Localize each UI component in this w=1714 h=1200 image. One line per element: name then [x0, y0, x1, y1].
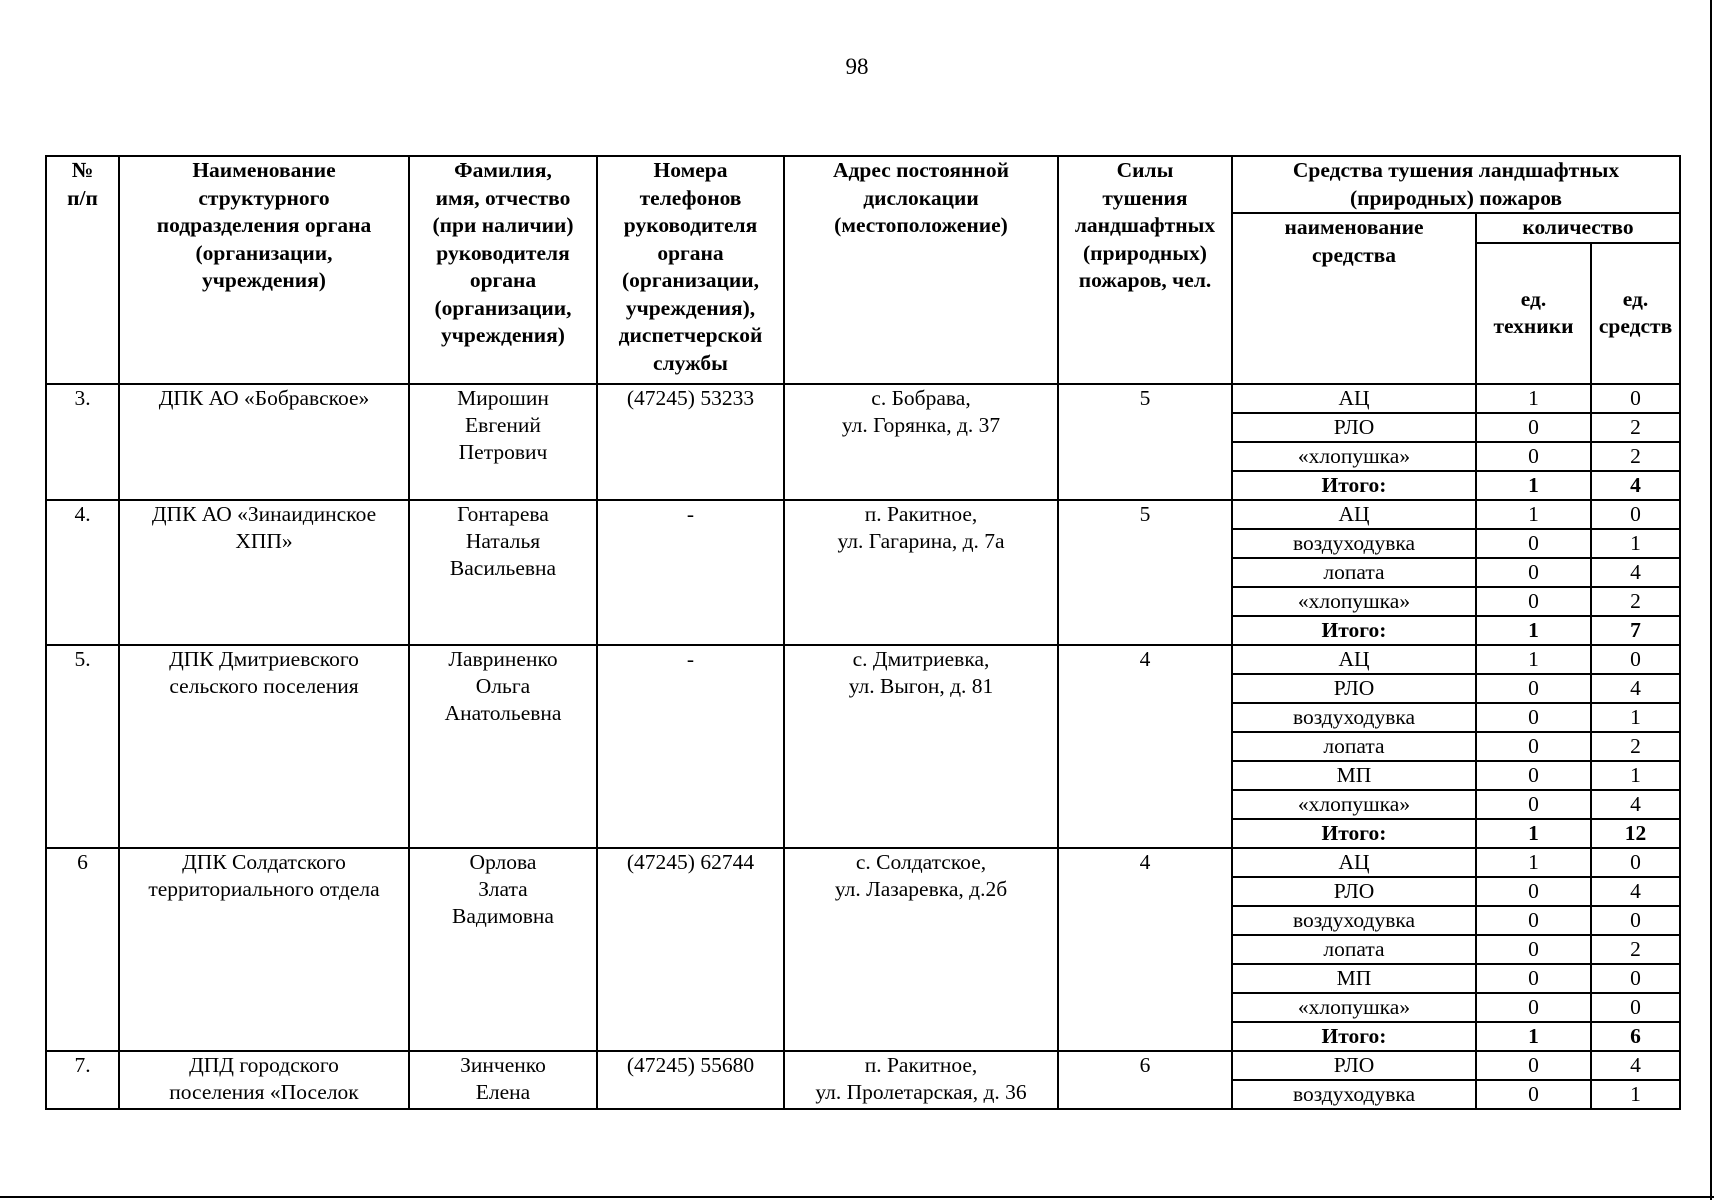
- cell-units-means: 0: [1591, 964, 1680, 993]
- cell-unit-name: [119, 1051, 409, 1109]
- cell-forces: 5: [1058, 384, 1232, 500]
- cell-units-means: 0: [1591, 993, 1680, 1022]
- cell-means-name: АЦ: [1232, 384, 1476, 413]
- cell-line: поселения «Поселок: [169, 1079, 359, 1104]
- cell-units-tech: 0: [1476, 761, 1591, 790]
- header-line: Наименование: [192, 158, 336, 182]
- header-phones: [597, 156, 784, 384]
- header-line: ед.: [1622, 286, 1649, 311]
- cell-num: 4.: [46, 500, 119, 645]
- cell-units-tech: 0: [1476, 906, 1591, 935]
- cell-units-means: 12: [1591, 819, 1680, 848]
- header-line: органа: [657, 240, 724, 265]
- cell-units-tech: 1: [1476, 616, 1591, 645]
- cell-address: [784, 848, 1058, 1051]
- cell-units-tech: 0: [1476, 703, 1591, 732]
- header-line: учреждения),: [625, 295, 756, 320]
- header-line: (при наличии): [432, 213, 574, 237]
- cell-units-tech: 0: [1476, 1051, 1591, 1080]
- cell-unit-name: [119, 848, 409, 1051]
- cell-address: [784, 384, 1058, 500]
- cell-means-name: лопата: [1232, 558, 1476, 587]
- header-line: учреждения): [441, 323, 565, 347]
- cell-address: [784, 1051, 1058, 1109]
- header-means-name: [1232, 213, 1476, 384]
- header-line: телефонов: [639, 185, 742, 210]
- header-line: Силы: [1116, 158, 1174, 182]
- cell-means-total-label: Итого:: [1232, 1022, 1476, 1051]
- cell-means-name: «хлопушка»: [1232, 790, 1476, 819]
- header-line: ед.: [1520, 286, 1547, 311]
- cell-line: п. Ракитное,: [864, 501, 978, 526]
- cell-units-means: 2: [1591, 413, 1680, 442]
- cell-address: [784, 500, 1058, 645]
- header-forces: [1058, 156, 1232, 384]
- cell-units-means: 2: [1591, 442, 1680, 471]
- cell-units-means: 4: [1591, 790, 1680, 819]
- header-line: службы: [653, 350, 728, 375]
- table-row: [46, 848, 1680, 877]
- header-units-tech: [1476, 243, 1591, 384]
- cell-means-name: воздуходувка: [1232, 906, 1476, 935]
- header-line: (организации,: [621, 268, 760, 292]
- cell-units-means: 4: [1591, 471, 1680, 500]
- cell-means-name: АЦ: [1232, 500, 1476, 529]
- cell-line: Наталья: [465, 528, 541, 553]
- table-header: [46, 156, 1680, 384]
- cell-units-tech: 0: [1476, 993, 1591, 1022]
- header-line: п/п: [67, 185, 98, 210]
- cell-means-name: МП: [1232, 761, 1476, 790]
- cell-line: с. Бобрава,: [871, 385, 971, 410]
- cell-line: ХПП»: [235, 528, 293, 553]
- cell-units-means: 6: [1591, 1022, 1680, 1051]
- cell-line: Мирошин: [457, 385, 549, 410]
- cell-forces: 5: [1058, 500, 1232, 645]
- header-line: подразделения органа: [156, 213, 372, 237]
- cell-means-name: воздуходувка: [1232, 529, 1476, 558]
- header-line: тушения: [1102, 185, 1188, 210]
- cell-line: Вадимовна: [452, 903, 554, 928]
- cell-units-means: 1: [1591, 529, 1680, 558]
- cell-means-total-label: Итого:: [1232, 471, 1476, 500]
- cell-units-means: 0: [1591, 906, 1680, 935]
- table-row: [46, 645, 1680, 674]
- cell-means-name: воздуходувка: [1232, 1080, 1476, 1109]
- cell-units-tech: 0: [1476, 413, 1591, 442]
- cell-units-tech: 1: [1476, 471, 1591, 500]
- header-head-fio: [409, 156, 597, 384]
- cell-num: 7.: [46, 1051, 119, 1109]
- cell-num: 5.: [46, 645, 119, 848]
- cell-units-means: 0: [1591, 384, 1680, 413]
- cell-line: п. Ракитное,: [864, 1052, 978, 1077]
- cell-units-tech: 0: [1476, 935, 1591, 964]
- cell-address: [784, 645, 1058, 848]
- cell-units-means: 4: [1591, 1051, 1680, 1080]
- header-line: (природных) пожаров: [1349, 185, 1563, 210]
- cell-line: ул. Горянка, д. 37: [841, 412, 1001, 437]
- header-num: [46, 156, 119, 384]
- cell-unit-name: [119, 500, 409, 645]
- cell-line: ДПК Дмитриевского: [169, 646, 359, 671]
- cell-forces: 6: [1058, 1051, 1232, 1109]
- cell-line: ул. Выгон, д. 81: [848, 673, 994, 698]
- cell-line: ул. Гагарина, д. 7а: [837, 528, 1005, 553]
- cell-line: ДПК Солдатского: [182, 849, 346, 874]
- cell-units-means: 1: [1591, 703, 1680, 732]
- header-row: [46, 156, 1680, 213]
- cell-line: Гонтарева: [457, 501, 549, 526]
- cell-line: с. Солдатское,: [855, 849, 987, 874]
- cell-head-fio: [409, 848, 597, 1051]
- cell-units-means: 2: [1591, 732, 1680, 761]
- cell-units-tech: 0: [1476, 442, 1591, 471]
- header-line: Номера: [653, 158, 728, 182]
- cell-num: 3.: [46, 384, 119, 500]
- header-address: [784, 156, 1058, 384]
- cell-means-name: РЛО: [1232, 1051, 1476, 1080]
- cell-means-name: МП: [1232, 964, 1476, 993]
- page-number: 98: [845, 54, 869, 79]
- cell-means-name: «хлопушка»: [1232, 993, 1476, 1022]
- cell-units-tech: 0: [1476, 964, 1591, 993]
- header-line: Фамилия,: [454, 158, 552, 182]
- cell-units-tech: 1: [1476, 819, 1591, 848]
- cell-means-name: РЛО: [1232, 674, 1476, 703]
- cell-units-means: 4: [1591, 674, 1680, 703]
- cell-means-name: лопата: [1232, 935, 1476, 964]
- header-line: средств: [1598, 314, 1673, 338]
- header-line: дислокации: [863, 185, 979, 210]
- cell-line: Лавриненко: [448, 646, 558, 671]
- header-units-means: [1591, 243, 1680, 384]
- cell-units-tech: 0: [1476, 558, 1591, 587]
- cell-means-name: РЛО: [1232, 877, 1476, 906]
- cell-phones: (47245) 53233: [597, 384, 784, 500]
- header-line: (организации,: [195, 240, 333, 265]
- cell-line: Зинченко: [460, 1052, 546, 1077]
- cell-line: Злата: [478, 876, 528, 901]
- cell-line: Евгений: [465, 412, 541, 437]
- cell-units-means: 2: [1591, 587, 1680, 616]
- header-line: имя, отчество: [435, 185, 571, 210]
- header-quantity: количество: [1476, 213, 1680, 243]
- header-line: диспетчерской: [618, 323, 763, 347]
- header-line: руководителя: [623, 213, 758, 237]
- cell-units-tech: 1: [1476, 645, 1591, 674]
- cell-line: ул. Лазаревка, д.2б: [834, 876, 1008, 901]
- cell-units-means: 2: [1591, 935, 1680, 964]
- header-line: структурного: [198, 185, 330, 210]
- cell-units-tech: 1: [1476, 848, 1591, 877]
- cell-line: Елена: [475, 1079, 531, 1104]
- header-line: №: [71, 158, 94, 182]
- cell-units-means: 0: [1591, 645, 1680, 674]
- cell-units-tech: 0: [1476, 732, 1591, 761]
- cell-units-tech: 0: [1476, 790, 1591, 819]
- cell-line: территориального отдела: [148, 876, 380, 901]
- cell-units-tech: 0: [1476, 529, 1591, 558]
- cell-line: ул. Пролетарская, д. 36: [815, 1079, 1027, 1104]
- cell-line: Петрович: [458, 439, 548, 464]
- header-line: техники: [1493, 314, 1574, 338]
- header-line: учреждения): [202, 268, 326, 292]
- header-line: Средства тушения ландшафтных: [1292, 158, 1620, 182]
- cell-units-means: 7: [1591, 616, 1680, 645]
- cell-line: Ольга: [475, 673, 531, 698]
- cell-line: Анатольевна: [444, 700, 562, 725]
- cell-phones: (47245) 55680: [597, 1051, 784, 1109]
- cell-line: ДПД городского: [189, 1052, 339, 1077]
- header-line: (организации,: [434, 295, 572, 320]
- cell-units-means: 4: [1591, 877, 1680, 906]
- cell-units-tech: 0: [1476, 1080, 1591, 1109]
- cell-means-name: воздуходувка: [1232, 703, 1476, 732]
- header-line: пожаров, чел.: [1078, 268, 1212, 292]
- cell-line: Орлова: [469, 849, 537, 874]
- header-line: (природных): [1083, 240, 1207, 265]
- cell-num: 6: [46, 848, 119, 1051]
- cell-units-means: 0: [1591, 848, 1680, 877]
- table-row: [46, 1051, 1680, 1080]
- cell-means-name: лопата: [1232, 732, 1476, 761]
- page-border-right: [1710, 0, 1712, 1200]
- cell-phones: -: [597, 500, 784, 645]
- cell-units-tech: 1: [1476, 1022, 1591, 1051]
- cell-units-tech: 0: [1476, 877, 1591, 906]
- cell-line: с. Дмитриевка,: [852, 646, 990, 671]
- cell-units-means: 0: [1591, 500, 1680, 529]
- page-border-bottom: [0, 1196, 1714, 1198]
- cell-phones: -: [597, 645, 784, 848]
- cell-head-fio: [409, 500, 597, 645]
- table-row: [46, 384, 1680, 413]
- cell-head-fio: [409, 384, 597, 500]
- cell-means-name: РЛО: [1232, 413, 1476, 442]
- cell-units-means: 1: [1591, 1080, 1680, 1109]
- cell-units-tech: 0: [1476, 674, 1591, 703]
- header-line: органа: [469, 268, 537, 292]
- header-line: наименование: [1284, 215, 1424, 239]
- cell-means-name: «хлопушка»: [1232, 587, 1476, 616]
- cell-head-fio: [409, 645, 597, 848]
- cell-units-tech: 0: [1476, 587, 1591, 616]
- header-line: средства: [1311, 242, 1397, 267]
- cell-unit-name: [119, 384, 409, 500]
- cell-means-name: АЦ: [1232, 645, 1476, 674]
- cell-unit-name: [119, 645, 409, 848]
- cell-means-total-label: Итого:: [1232, 819, 1476, 848]
- header-line: ландшафтных: [1074, 213, 1216, 237]
- cell-units-means: 4: [1591, 558, 1680, 587]
- cell-means-name: «хлопушка»: [1232, 442, 1476, 471]
- cell-line: ДПК АО «Зинаидинское: [151, 501, 377, 526]
- cell-forces: 4: [1058, 848, 1232, 1051]
- header-line: Адрес постоянной: [833, 158, 1009, 182]
- fire-means-table: [45, 155, 1681, 1110]
- cell-means-total-label: Итого:: [1232, 616, 1476, 645]
- cell-line: сельского поселения: [169, 673, 359, 698]
- header-line: (местоположение): [834, 213, 1008, 237]
- header-line: руководителя: [436, 240, 570, 265]
- cell-units-tech: 1: [1476, 384, 1591, 413]
- cell-line: Васильевна: [449, 555, 557, 580]
- cell-line: ДПК АО «Бобравское»: [158, 385, 370, 410]
- table-body: [46, 384, 1680, 1109]
- cell-phones: (47245) 62744: [597, 848, 784, 1051]
- cell-units-tech: 1: [1476, 500, 1591, 529]
- header-unit-name: [119, 156, 409, 384]
- cell-forces: 4: [1058, 645, 1232, 848]
- cell-units-means: 1: [1591, 761, 1680, 790]
- cell-means-name: АЦ: [1232, 848, 1476, 877]
- table-row: [46, 500, 1680, 529]
- header-means-group: [1232, 156, 1680, 213]
- cell-head-fio: [409, 1051, 597, 1109]
